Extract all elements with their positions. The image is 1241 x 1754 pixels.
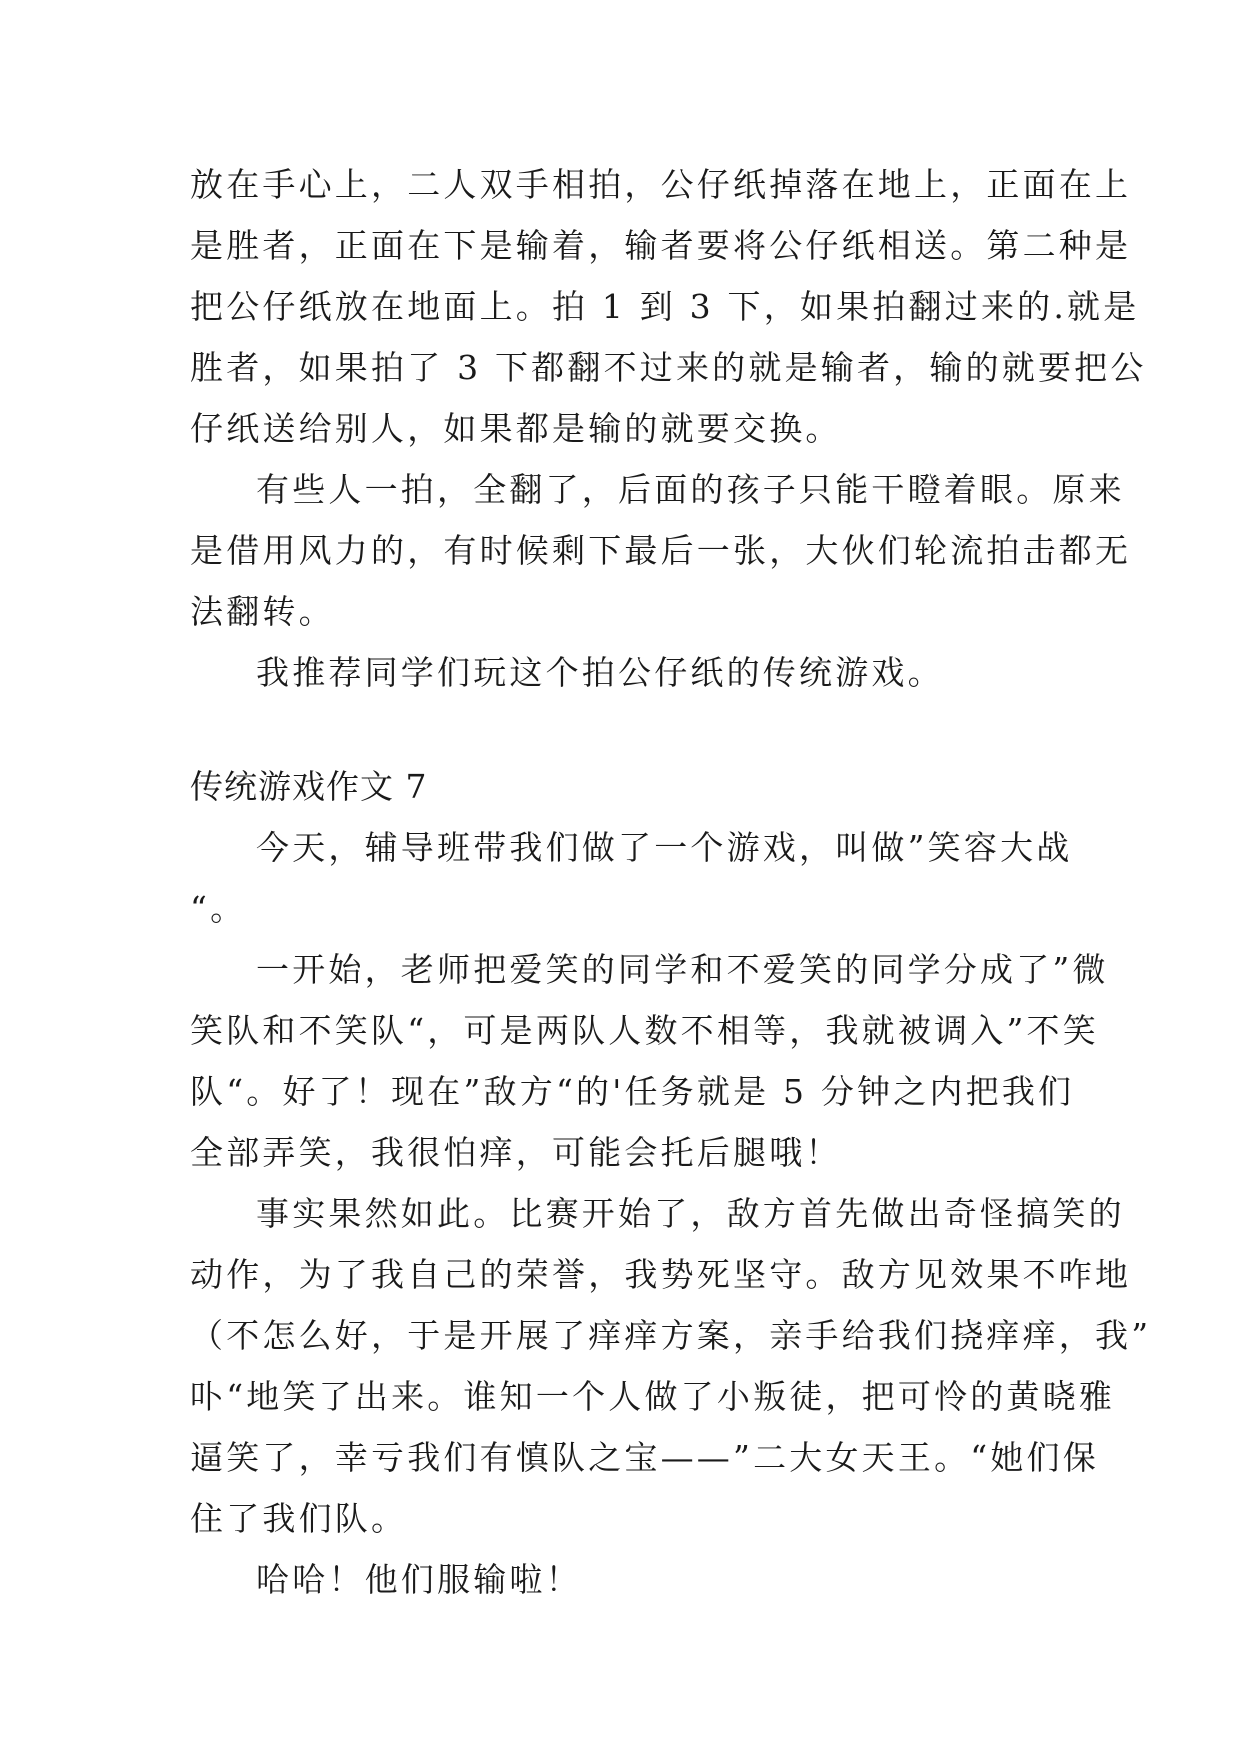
paragraph: [190, 817, 1073, 939]
text-line: 哈哈！他们服输啦！: [256, 1560, 582, 1599]
section-title: 传统游戏作文 7: [190, 767, 428, 806]
paragraph: [190, 939, 1109, 1183]
text-line: 动作，为了我自己的荣誉，我势死坚守。敌方见效果不咋地: [190, 1255, 1132, 1294]
text-line: 卟“地笑了出来。谁知一个人做了小叛徒，把可怜的黄晓雅: [190, 1377, 1116, 1416]
text-line: 全部弄笑，我很怕痒，可能会托后腿哦！: [190, 1133, 842, 1172]
text-line: “。: [190, 889, 247, 928]
text-line: 队“。好了！现在”敌方“的'任务就是 5 分钟之内把我们: [190, 1072, 1075, 1111]
text-line: 胜者，如果拍了 3 下都翻不过来的就是输者，输的就要把公: [190, 348, 1147, 387]
text-line: 住了我们队。: [190, 1499, 408, 1538]
paragraph: [190, 154, 1147, 459]
text-line: 放在手心上，二人双手相拍，公仔纸掉落在地上，正面在上: [190, 165, 1132, 204]
paragraph: [190, 459, 1132, 642]
text-line: 事实果然如此。比赛开始了，敌方首先做出奇怪搞笑的: [256, 1194, 1125, 1233]
section-gap: [190, 703, 1052, 756]
text-line: 有些人一拍，全翻了，后面的孩子只能干瞪着眼。原来: [256, 470, 1125, 509]
text-line: 我推荐同学们玩这个拍公仔纸的传统游戏。: [256, 653, 944, 692]
text-line: 法翻转。: [190, 592, 335, 631]
paragraph: [190, 1549, 1052, 1610]
document-page: [190, 154, 1152, 1610]
text-line: 一开始，老师把爱笑的同学和不爱笑的同学分成了”微: [256, 950, 1109, 989]
text-line: （不怎么好，于是开展了痒痒方案，亲手给我们挠痒痒，我”: [190, 1316, 1152, 1355]
text-line: 逼笑了，幸亏我们有慎队之宝——”二大女天王。“她们保: [190, 1438, 1099, 1477]
paragraph: [190, 1183, 1152, 1549]
text-line: 是胜者，正面在下是输着，输者要将公仔纸相送。第二种是: [190, 226, 1132, 265]
paragraph: [190, 642, 1052, 703]
text-line: 是借用风力的，有时候剩下最后一张，大伙们轮流拍击都无: [190, 531, 1132, 570]
text-line: 仔纸送给别人，如果都是输的就要交换。: [190, 409, 842, 448]
text-line: 笑队和不笑队“，可是两队人数不相等，我就被调入”不笑: [190, 1011, 1099, 1050]
text-line: 今天，辅导班带我们做了一个游戏，叫做”笑容大战: [256, 828, 1073, 867]
text-line: 把公仔纸放在地面上。拍 1 到 3 下，如果拍翻过来的.就是: [190, 287, 1140, 326]
